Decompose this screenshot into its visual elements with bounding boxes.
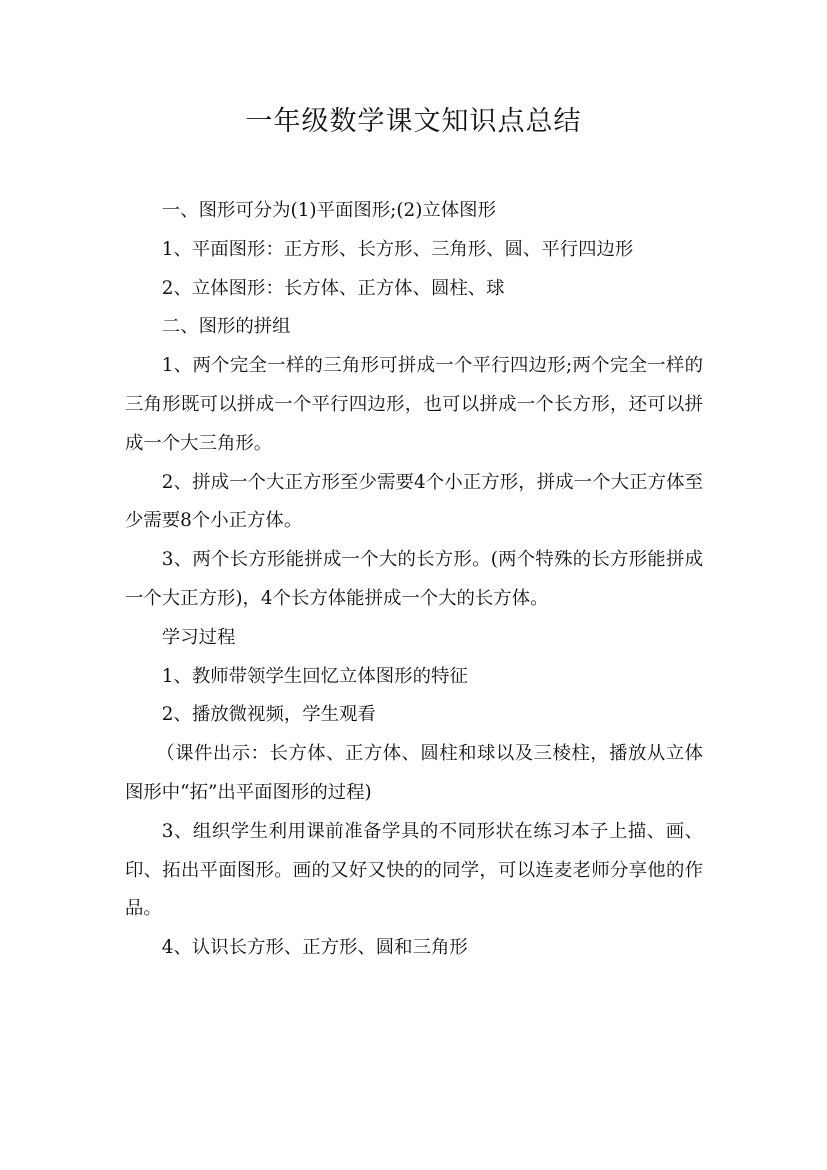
- paragraph-courseware-note: （课件出示：长方体、正方体、圆柱和球以及三棱柱，播放从立体图形中“拓”出平面图形的过程): [125, 743, 703, 803]
- document-body: [125, 192, 703, 968]
- paragraph-solid-shapes: 2、立体图形：长方体、正方体、圆柱、球: [161, 277, 505, 299]
- paragraph-combine-squares: 2、拼成一个大正方形至少需要4个小正方形，拼成一个大正方体至少需要8个小正方体。: [125, 471, 703, 532]
- paragraph-learning-process-heading: 学习过程: [161, 626, 236, 648]
- paragraph-combine-triangles: 1、两个完全一样的三角形可拼成一个平行四边形;两个完全一样的三角形既可以拼成一个平行四边形，也可以拼成一个长方形，还可以拼成一个大三角形。: [125, 355, 703, 454]
- paragraph-section-1-heading: 一、图形可分为(1)平面图形;(2)立体图形: [161, 200, 496, 221]
- paragraph-plane-shapes: 1、平面图形：正方形、长方形、三角形、圆、平行四边形: [161, 238, 634, 260]
- paragraph-step-3: 3、组织学生利用课前准备学具的不同形状在练习本子上描、画、印、拓出平面图形。画的又好又快的的同学，可以连麦老师分享他的作品。: [125, 820, 703, 920]
- paragraph-step-4: 4、认识长方形、正方形、圆和三角形: [161, 937, 468, 959]
- paragraph-combine-rectangles: 3、两个长方形能拼成一个大的长方形。(两个特殊的长方形能拼成一个大正方形)，4个长方体能拼成一个大的长方体。: [125, 549, 703, 609]
- paragraph-step-2: 2、播放微视频，学生观看: [161, 704, 376, 726]
- paragraph-step-1: 1、教师带领学生回忆立体图形的特征: [161, 665, 468, 687]
- document-title: 一年级数学课文知识点总结: [245, 106, 582, 137]
- paragraph-section-2-heading: 二、图形的拼组: [161, 316, 291, 338]
